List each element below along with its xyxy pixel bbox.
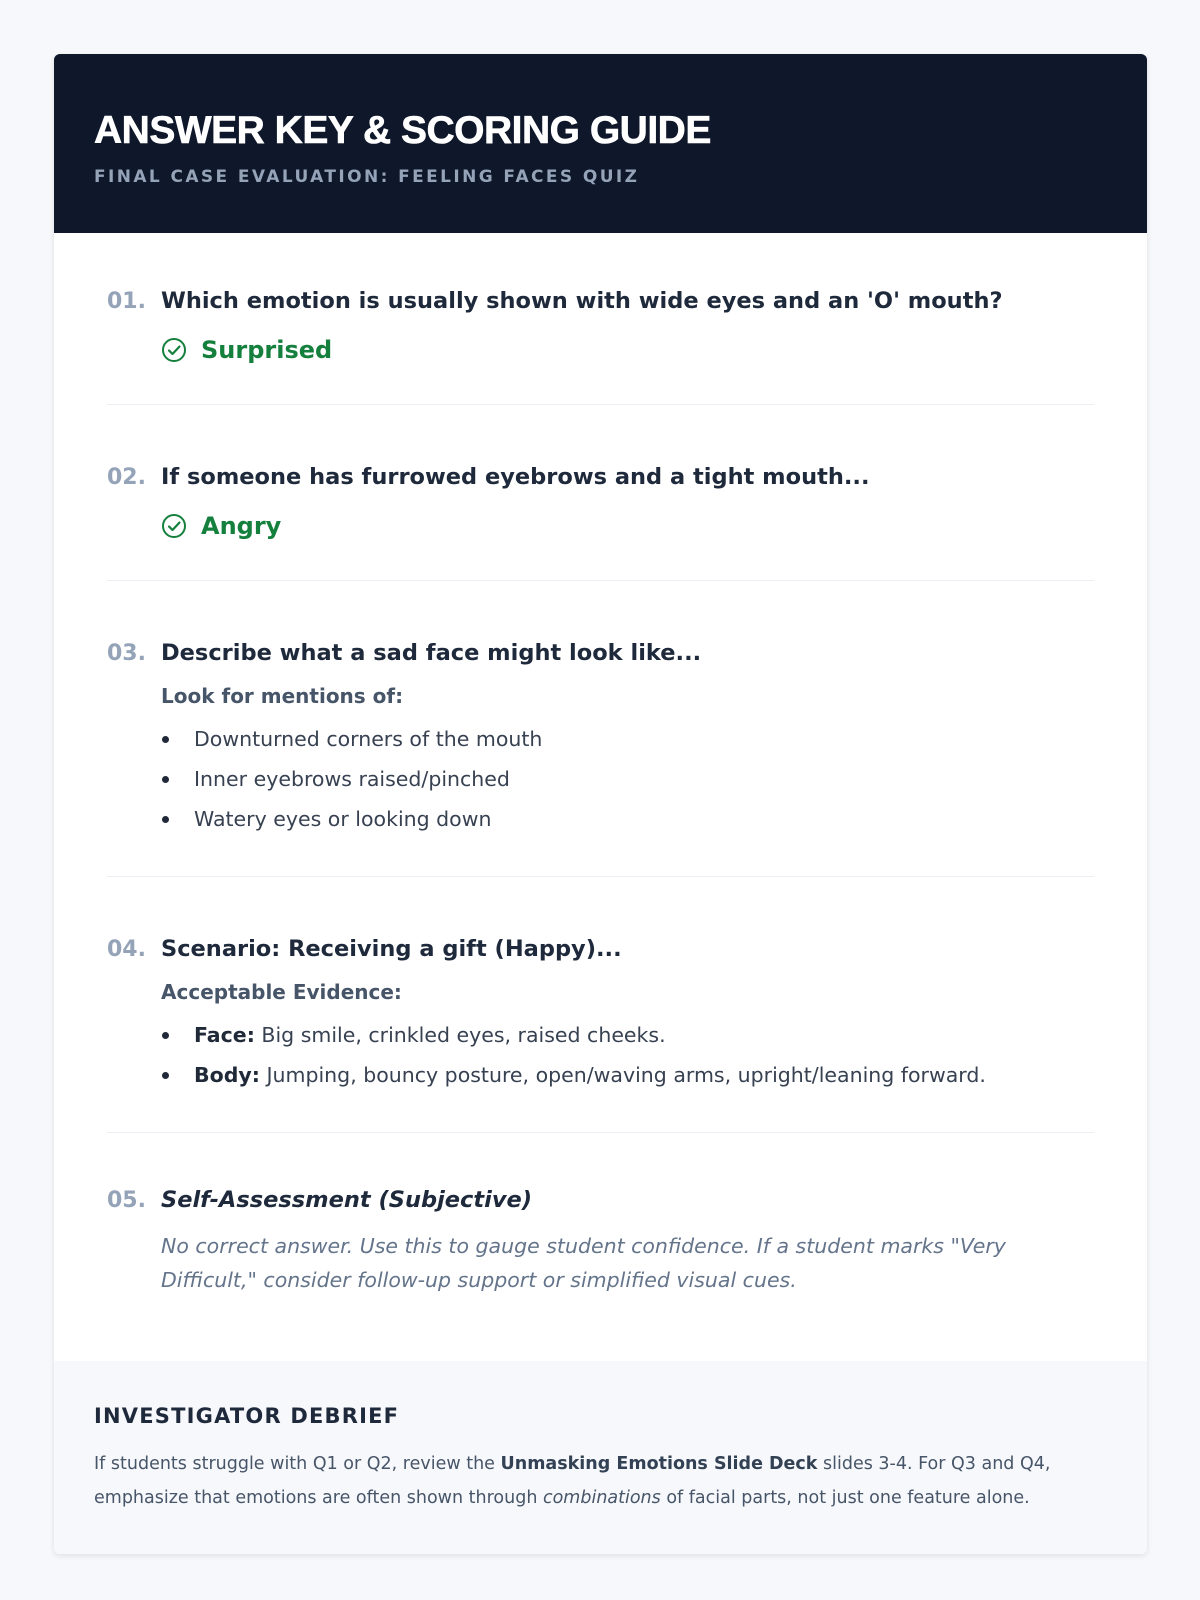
evidence-detail: Big smile, crinkled eyes, raised cheeks. xyxy=(254,1023,666,1047)
scoring-note: No correct answer. Use this to gauge student confidence. If a student marks "Very Difficult," consider follow-up support or simplified visual cues. xyxy=(161,1234,1006,1292)
question-list xyxy=(54,233,1147,1297)
list-item: Watery eyes or looking down xyxy=(161,799,1094,839)
evidence-detail: Jumping, bouncy posture, open/waving arms, upright/leaning forward. xyxy=(259,1063,986,1087)
question-text: Scenario: Receiving a gift (Happy)... xyxy=(161,936,622,962)
page-title: ANSWER KEY & SCORING GUIDE xyxy=(94,109,711,152)
evidence-term: Body: xyxy=(194,1063,260,1087)
investigator-debrief xyxy=(54,1361,1147,1554)
list-item: Downturned corners of the mouth xyxy=(161,719,1094,759)
evidence-term: Face: xyxy=(194,1023,255,1047)
correct-answer xyxy=(161,336,1094,364)
question-header xyxy=(107,1133,1094,1213)
check-circle-icon xyxy=(161,513,187,539)
page-subtitle: FINAL CASE EVALUATION: FEELING FACES QUIZ xyxy=(94,167,640,187)
correct-answer xyxy=(161,512,1094,540)
question-item xyxy=(107,581,1094,877)
rubric-label: Look for mentions of: xyxy=(161,684,404,708)
question-number: 04. xyxy=(107,937,146,962)
question-number: 05. xyxy=(107,1188,146,1213)
debrief-text xyxy=(94,1447,1104,1515)
debrief-text-part: of facial parts, not just one feature alone. xyxy=(660,1488,1030,1508)
list-item: Inner eyebrows raised/pinched xyxy=(161,759,1094,799)
header xyxy=(54,54,1147,233)
question-text: Which emotion is usually shown with wide eyes and an 'O' mouth? xyxy=(161,288,1003,314)
list-item xyxy=(161,1055,1094,1095)
question-text: Describe what a sad face might look like... xyxy=(161,640,702,666)
question-item xyxy=(107,1133,1094,1297)
question-text: Self-Assessment (Subjective) xyxy=(161,1187,533,1213)
emphasis-text: combinations xyxy=(542,1488,661,1508)
question-number: 02. xyxy=(107,465,146,490)
question-text: If someone has furrowed eyebrows and a tight mouth... xyxy=(161,464,870,490)
list-item xyxy=(161,1015,1094,1055)
answer-text: Surprised xyxy=(201,336,333,364)
question-header xyxy=(107,405,1094,490)
question-item xyxy=(107,877,1094,1133)
question-item xyxy=(107,405,1094,581)
question-header xyxy=(107,233,1094,314)
debrief-text-part: If students struggle with Q1 or Q2, review the xyxy=(94,1454,501,1474)
answer-key-card xyxy=(54,54,1147,1554)
evidence-list xyxy=(107,1015,1094,1095)
question-number: 01. xyxy=(107,289,146,314)
question-header xyxy=(107,581,1094,666)
rubric-list xyxy=(107,719,1094,839)
question-header xyxy=(107,877,1094,962)
slide-deck-reference: Unmasking Emotions Slide Deck xyxy=(500,1454,818,1474)
answer-text: Angry xyxy=(201,512,282,540)
rubric-label: Acceptable Evidence: xyxy=(161,980,402,1004)
debrief-title: INVESTIGATOR DEBRIEF xyxy=(94,1404,400,1428)
question-number: 03. xyxy=(107,641,146,666)
question-item xyxy=(107,233,1094,405)
debrief-text-part: slides 3-4. For Q3 and Q4, emphasize that emotions are often shown through xyxy=(94,1454,1051,1508)
check-circle-icon xyxy=(161,337,187,363)
